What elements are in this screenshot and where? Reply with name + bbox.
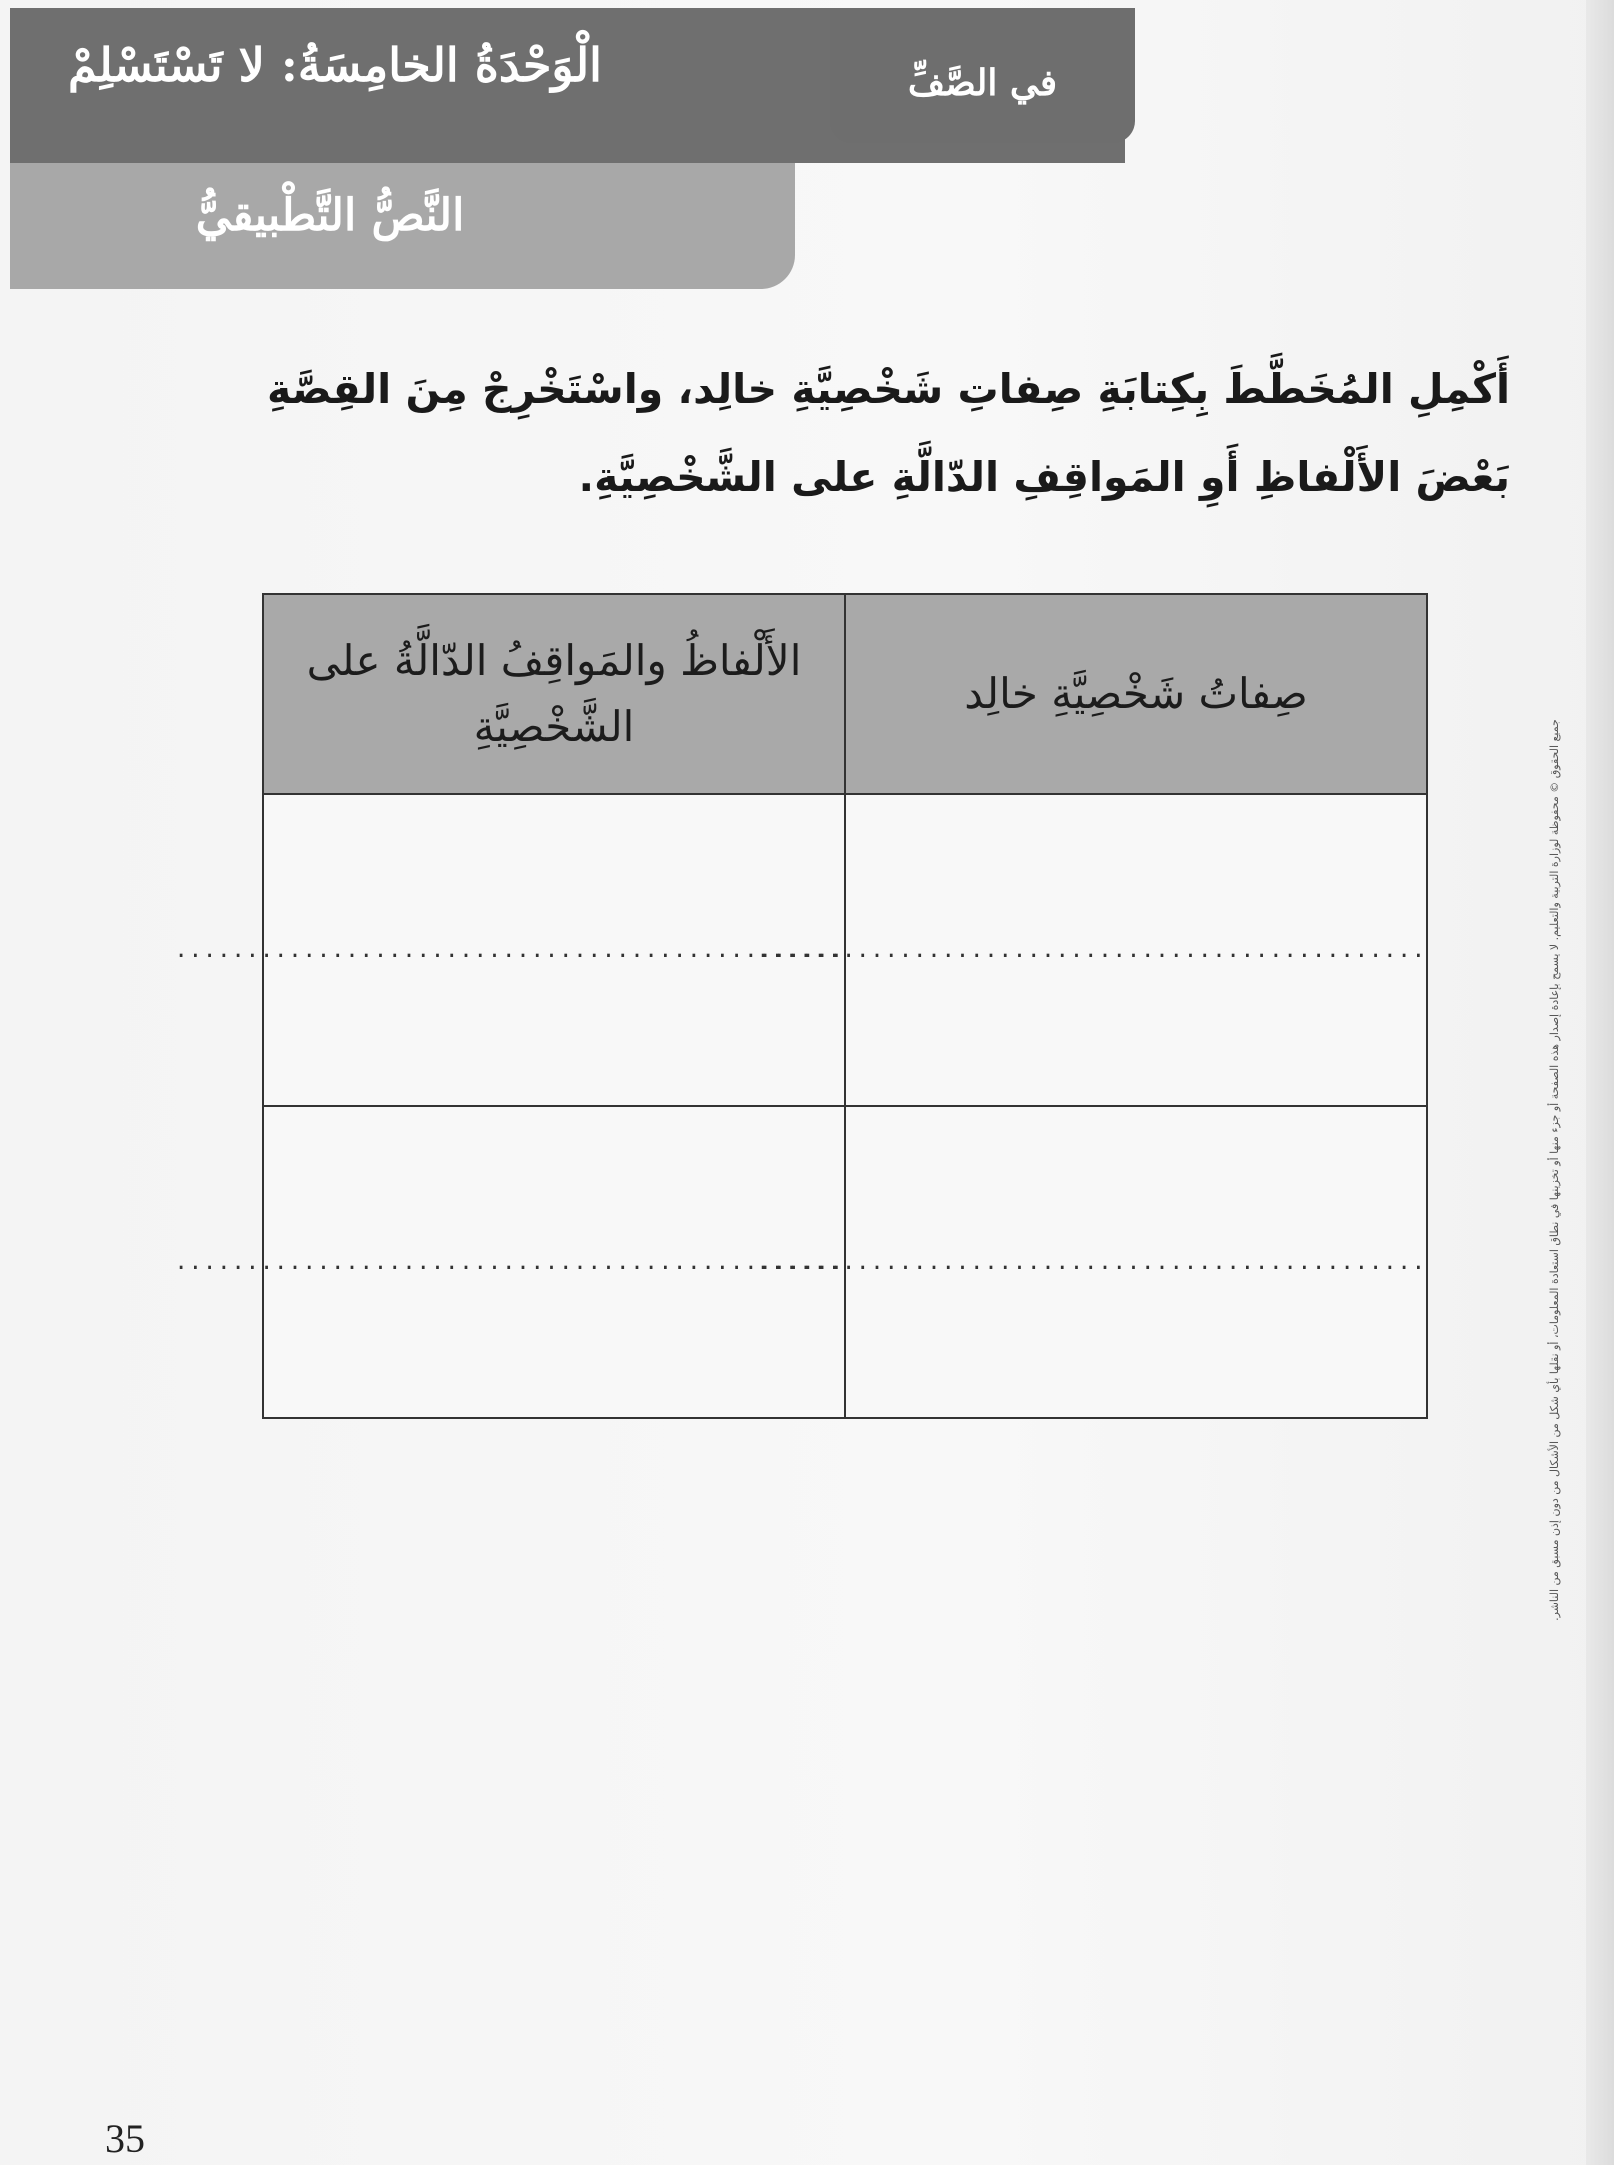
traits-cell[interactable] <box>756 1106 1427 1418</box>
unit-title: الْوَحْدَةُ الخامِسَةُ: لا تَسْتَسْلِمْ <box>68 38 602 92</box>
evidence-column-header: الأَلْفاظُ والمَواقِفُ الدّالَّةُ على الشَّخْصِيَّةِ <box>263 594 845 794</box>
scan-edge <box>1586 0 1614 2165</box>
traits-cell[interactable] <box>756 794 1427 1106</box>
traits-table <box>174 593 1428 1419</box>
instruction-text: أَكْمِلِ المُخَطَّطَ بِكِتابَةِ صِفاتِ شَخْصِيَّةِ خالِد، واسْتَخْرِجْ مِنَ القِصَّةِ بَعْضَ الأَلْفاظِ أَوِ المَواقِفِ الدّالَّةِ على الشَّخْصِيَّةِ. <box>266 365 1510 501</box>
table-header-row <box>263 594 1427 794</box>
answer-line: ............................................... <box>174 937 844 963</box>
answer-line: ............................................... <box>756 1249 1426 1275</box>
traits-column-header: صِفاتُ شَخْصِيَّةِ خالِد <box>845 594 1427 794</box>
section-title: النَّصُّ التَّطْبيقيُّ <box>195 190 465 241</box>
copyright-notice: جميع الحقوق © محفوظة لوزارة التربية والتعليم. لا يسمح بإعادة إصدار هذه الصفحة أو جزء منها أو تخزينها في نطاق استعادة المعلومات، أو نقلها بأي شكل من الأشكال من دون إذن مسبق من الناشر. <box>1548 719 1561 1621</box>
evidence-cell[interactable] <box>174 794 845 1106</box>
page-number: 35 <box>105 2116 145 2161</box>
answer-line: ............................................... <box>756 937 1426 963</box>
evidence-cell[interactable] <box>174 1106 845 1418</box>
table-row <box>263 794 1427 1106</box>
answer-line: ............................................... <box>174 1249 844 1275</box>
table-row <box>263 1106 1427 1418</box>
class-label: في الصَّفِّ <box>907 62 1058 104</box>
